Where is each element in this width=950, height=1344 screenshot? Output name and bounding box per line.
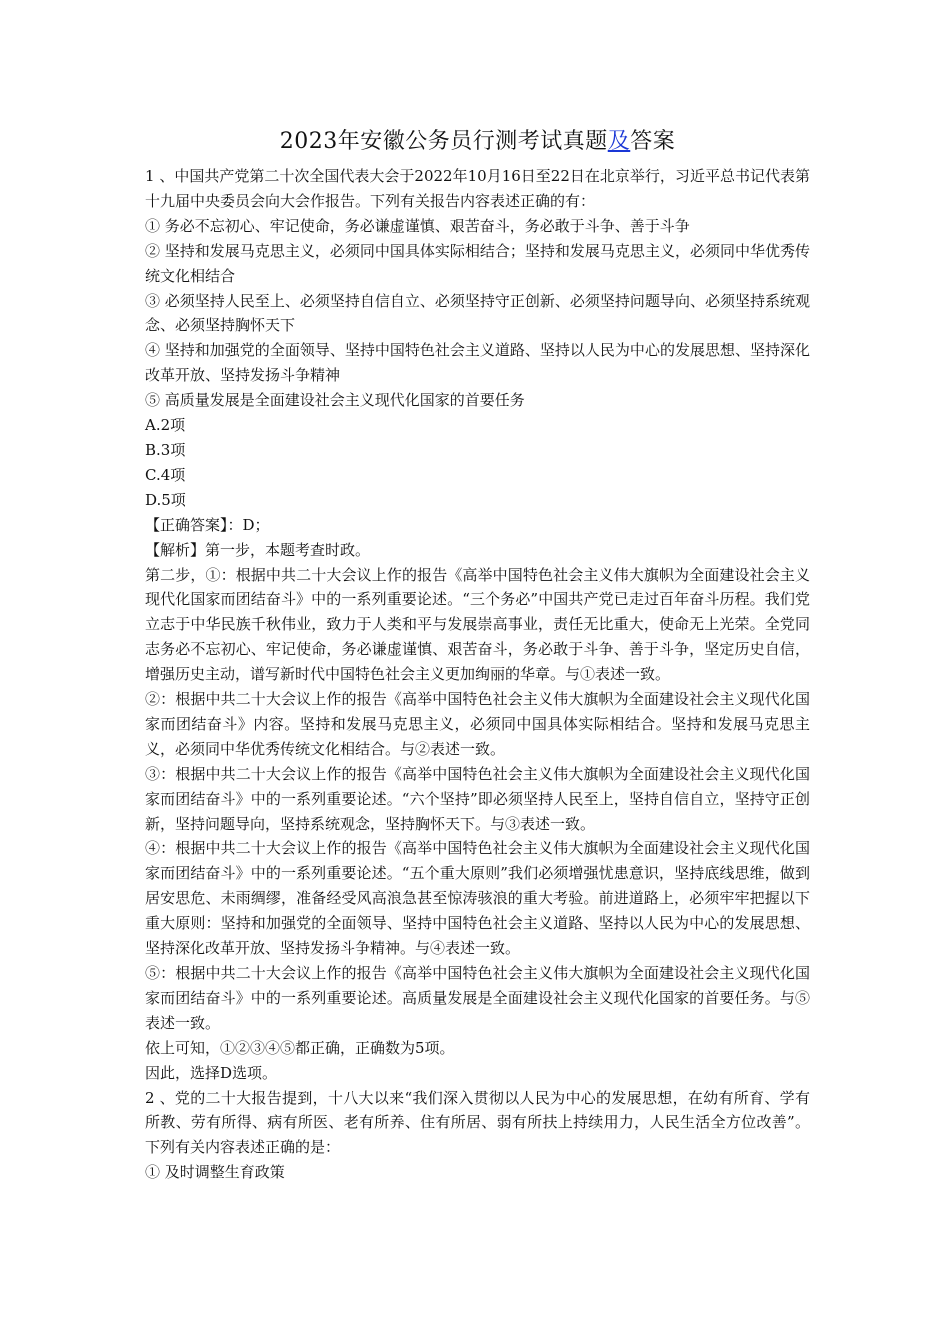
analysis-step-2-item-1: 第二步，①：根据中共二十大会议上作的报告《高举中国特色社会主义伟大旗帜为全面建设社会主义现代化国家而团结奋斗》中的一系列重要论述。“三个务必”中国共产党已走过百年奋斗历程。我们党立志于中华民族千秋伟业，致力于人类和平与发展崇高事业，责任无比重大，使命无上光荣。全党同志务必不忘初心、牢记使命，务必谦虚谨慎、艰苦奋斗，务必敢于斗争、善于斗争，坚定历史自信，增强历史主动，谱写新时代中国特色社会主义更加绚丽的华章。与①表述一致。 — [145, 565, 810, 684]
statement-1: ① 务必不忘初心、牢记使命，务必谦虚谨慎、艰苦奋斗，务必敢于斗争、善于斗争 — [145, 216, 690, 235]
option-c: C.4项 — [145, 465, 186, 484]
analysis-item-4: ④：根据中共二十大会议上作的报告《高举中国特色社会主义伟大旗帜为全面建设社会主义现代化国家而团结奋斗》中的一系列重要论述。“五个重大原则”我们必须增强忧患意识，坚持底线思维，做到居安思危、未雨绸缪，准备经受风高浪急甚至惊涛骇浪的重大考验。前进道路上，必须牢牢把握以下重大原则：坚持和加强党的全面领导、坚持中国特色社会主义道路、坚持以人民为中心的发展思想、坚持深化改革开放、坚持发扬斗争精神。与④表述一致。 — [145, 839, 810, 958]
statement-3: ③ 必须坚持人民至上、必须坚持自信自立、必须坚持守正创新、必须坚持问题导向、必须坚持系统观念、必须坚持胸怀天下 — [145, 291, 810, 335]
title-text-end: 答案 — [630, 129, 676, 154]
option-a: A.2项 — [145, 416, 186, 435]
document-page — [145, 124, 810, 1185]
question-1-stem: 1 、中国共产党第二十次全国代表大会于2022年10月16日至22日在北京举行，习近平总书记代表第十九届中央委员会向大会作报告。下列有关报告内容表述正确的有： — [145, 167, 810, 210]
question-2-statement-1: ① 及时调整生育政策 — [145, 1163, 285, 1182]
analysis-choice: 因此，选择D选项。 — [145, 1063, 278, 1082]
question-2-stem: 2 、党的二十大报告提到，十八大以来“我们深入贯彻以人民为中心的发展思想，在幼有所育、学有所教、劳有所得、病有所医、老有所养、住有所居、弱有所扶上持续用力，人民生活全方位改善”。下列有关内容表述正确的是： — [145, 1088, 810, 1157]
option-b: B.3项 — [145, 440, 186, 459]
analysis-item-3: ③：根据中共二十大会议上作的报告《高举中国特色社会主义伟大旗帜为全面建设社会主义现代化国家而团结奋斗》中的一系列重要论述。“六个坚持”即必须坚持人民至上，坚持自信自立，坚持守正创新，坚持问题导向，坚持系统观念，坚持胸怀天下。与③表述一致。 — [145, 764, 810, 833]
title-link[interactable]: 及 — [607, 129, 631, 154]
correct-answer: 【正确答案】：D； — [145, 515, 270, 534]
analysis-heading: 【解析】第一步，本题考查时政。 — [145, 540, 371, 559]
analysis-conclusion: 依上可知，①②③④⑤都正确，正确数为5项。 — [145, 1038, 455, 1057]
document-title — [145, 124, 810, 160]
analysis-item-5: ⑤：根据中共二十大会议上作的报告《高举中国特色社会主义伟大旗帜为全面建设社会主义现代化国家而团结奋斗》中的一系列重要论述。高质量发展是全面建设社会主义现代化国家的首要任务。与⑤表述一致。 — [145, 964, 810, 1032]
title-text: 2023年安徽公务员行测考试真题 — [279, 129, 608, 154]
analysis-item-2: ②：根据中共二十大会议上作的报告《高举中国特色社会主义伟大旗帜为全面建设社会主义现代化国家而团结奋斗》内容。坚持和发展马克思主义，必须同中国具体实际相结合。坚持和发展马克思主义，必须同中华优秀传统文化相结合。与②表述一致。 — [145, 690, 810, 758]
option-d: D.5项 — [145, 490, 186, 509]
statement-5: ⑤ 高质量发展是全面建设社会主义现代化国家的首要任务 — [145, 391, 525, 410]
statement-2: ② 坚持和发展马克思主义，必须同中国具体实际相结合；坚持和发展马克思主义，必须同中华优秀传统文化相结合 — [145, 241, 810, 285]
statement-4: ④ 坚持和加强党的全面领导、坚持中国特色社会主义道路、坚持以人民为中心的发展思想、坚持深化改革开放、坚持发扬斗争精神 — [145, 341, 810, 385]
